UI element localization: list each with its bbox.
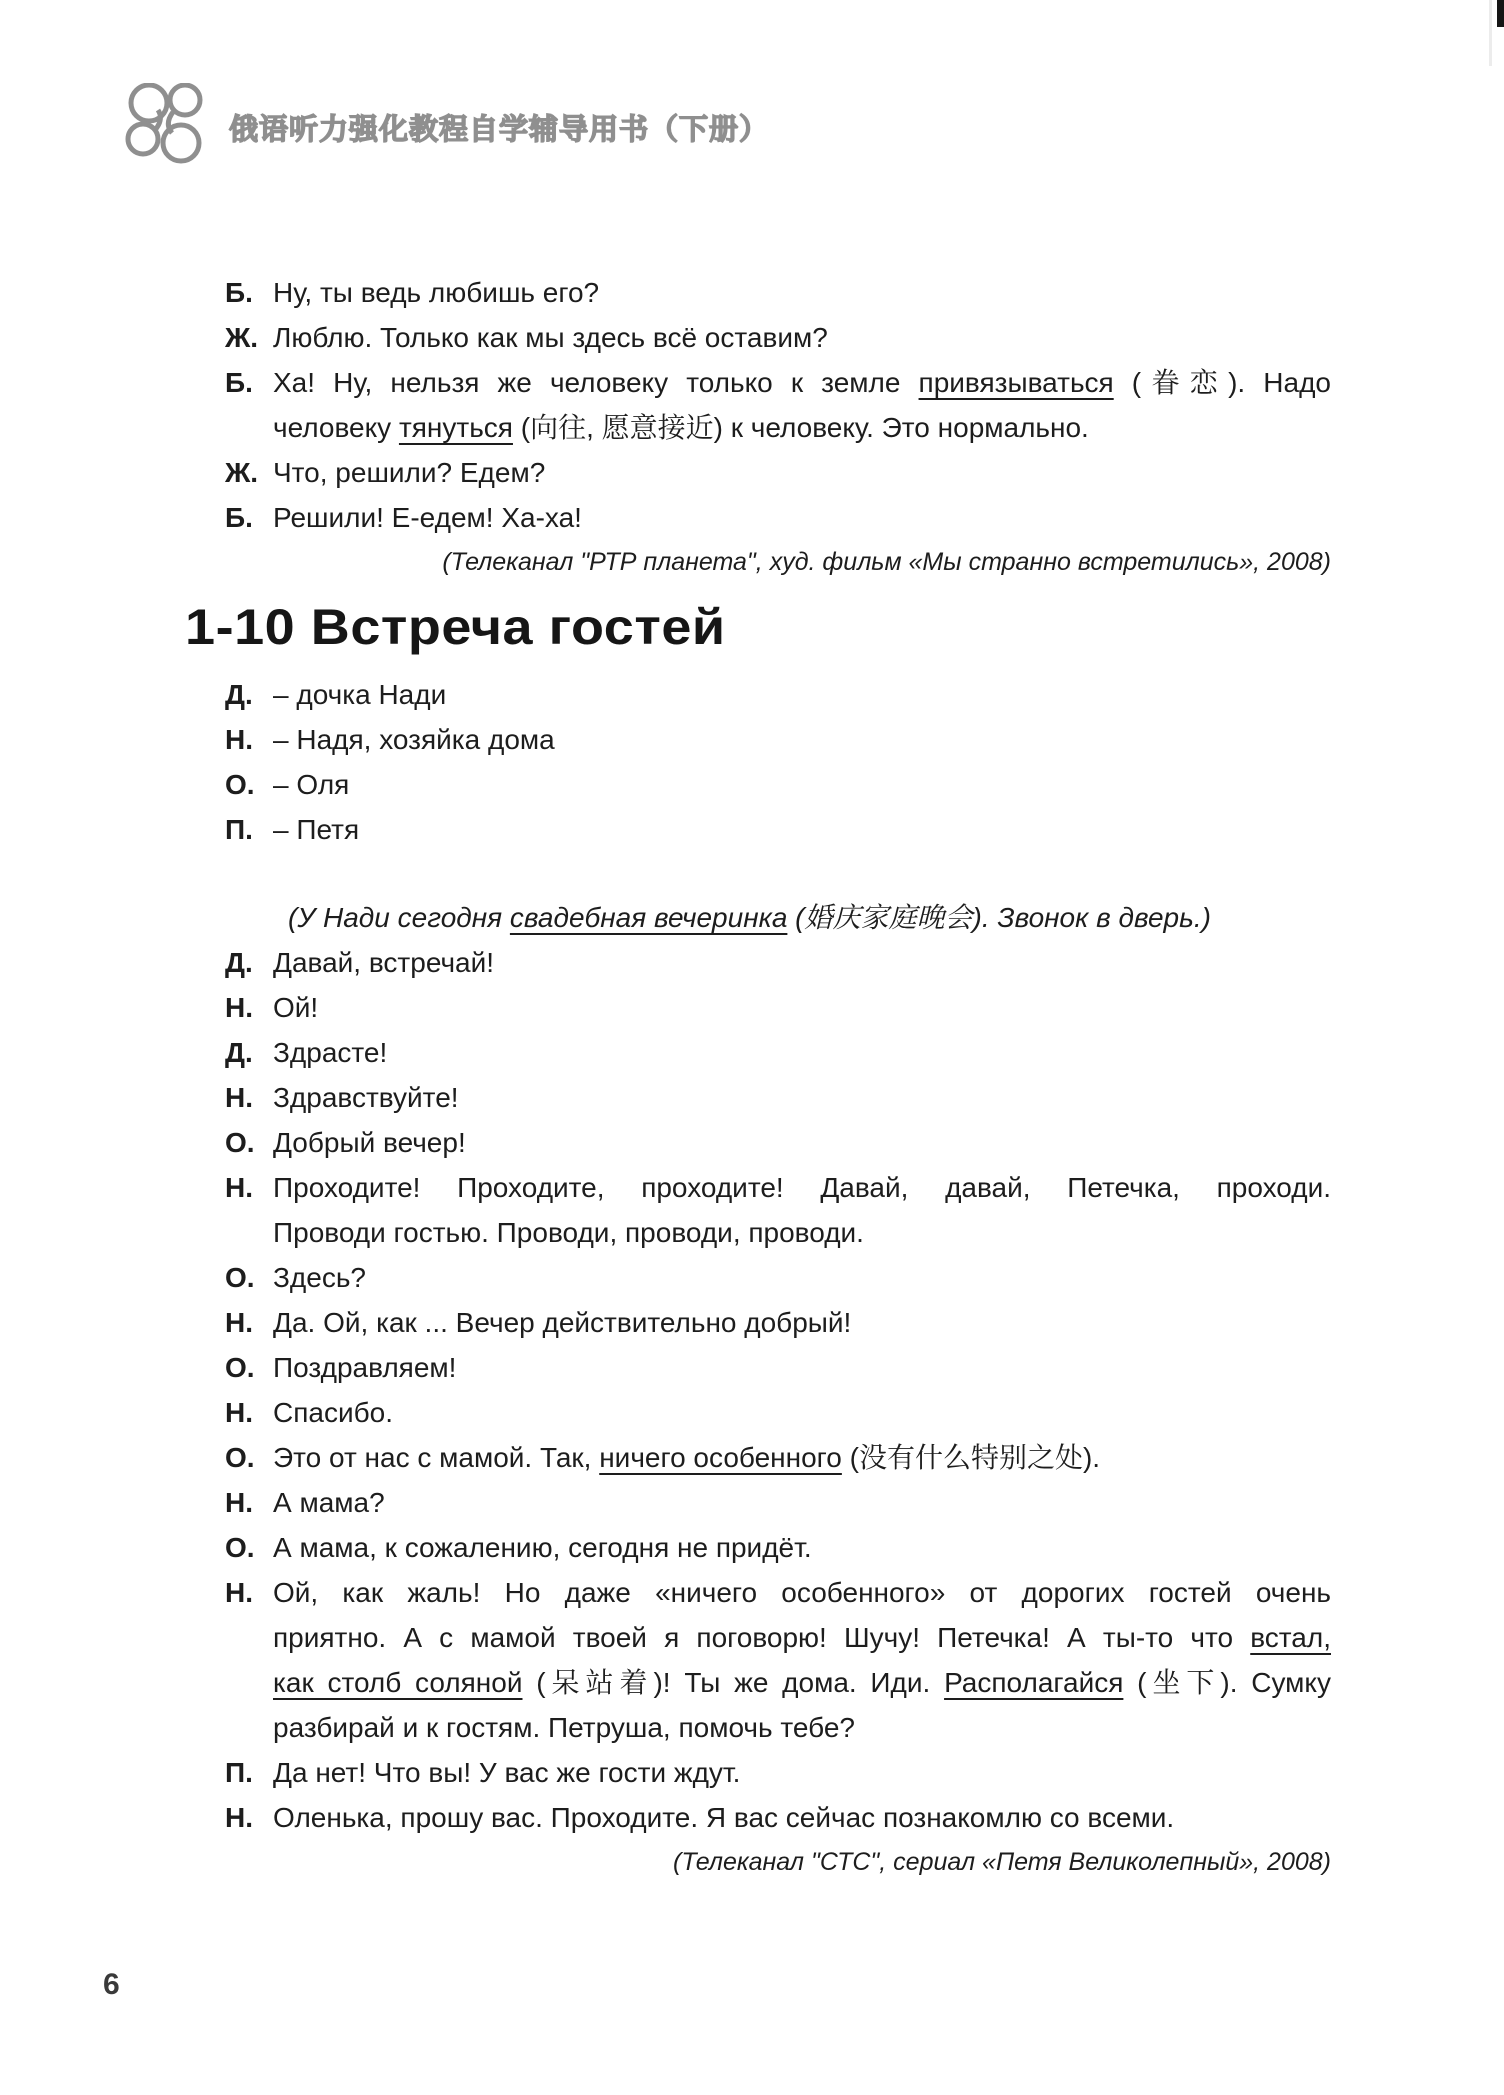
dialog-line [225,1795,1331,1840]
text-segment: – Надя, хозяйка дома [273,724,555,755]
text-row [273,1435,1331,1480]
dialog-text [273,940,1331,985]
text-row [273,717,1331,762]
dialog-text [273,1255,1331,1300]
character-list [225,672,1331,852]
text-row [273,1075,1331,1120]
text-row [273,1570,1331,1615]
dialog-text [273,315,1331,360]
text-row [273,405,1331,450]
page-number: 6 [103,1968,120,2001]
text-row [273,1480,1331,1525]
text-segment: (婚庆家庭晚会). Звонок в дверь.) [787,902,1211,933]
dialog-line [225,985,1331,1030]
text-row [273,1255,1331,1300]
section-heading: 1-10 Встреча гостей [185,599,726,655]
dialog-text [273,450,1331,495]
speaker-label: Б. [225,502,253,533]
text-segment: (向往, 愿意接近) к человеку. Это нормально. [512,412,1089,443]
speaker-label: Б. [225,367,253,398]
dialog-line [225,495,1331,540]
dialog-text [273,1300,1331,1345]
dialog-text [273,1165,1331,1255]
text-segment: – Оля [273,769,350,800]
dialog-text [273,1075,1331,1120]
speaker-label: Н. [225,1307,253,1338]
text-segment: Проходите! Проходите, проходите! Давай, давай, Петечка, проходи. [273,1172,1331,1203]
speaker-label: Н. [225,1487,253,1518]
dialog-text [273,1525,1331,1570]
text-row [273,940,1331,985]
text-row [273,1030,1331,1075]
text-row [273,1165,1331,1210]
text-row [273,1615,1331,1660]
speaker-label: Н. [225,1082,253,1113]
dialog-line [225,360,1331,450]
page-header [125,83,769,171]
publisher-logo-icon [125,83,205,171]
dialog-line [225,1255,1331,1300]
speaker-label: Д. [225,679,253,710]
text-segment: разбирай и к гостям. Петруша, помочь тебе? [273,1712,855,1743]
dialog-line [225,1030,1331,1075]
text-segment: приятно. А с мамой твоей я поговорю! Шучу! Петечка! А ты-то что [273,1622,1251,1653]
text-segment: (呆站着)! Ты же дома. Иди. [522,1667,945,1698]
dialog-line [225,807,1331,852]
dialog-text [273,360,1331,450]
dialog-text [273,985,1331,1030]
text-segment: (没有什么特别之处). [841,1442,1101,1473]
text-segment: Ха! Ну, нельзя же человеку только к земле [273,367,919,398]
text-row [273,1210,1331,1255]
dialog-line [225,450,1331,495]
speaker-label: Ж. [225,322,259,353]
dialog-text [273,1435,1331,1480]
speaker-label: Н. [225,724,253,755]
text-segment: – Петя [273,814,360,845]
text-segment: Решили! Е-едем! Ха-ха! [273,502,582,533]
text-segment: – дочка Нади [273,679,447,710]
dialog-line [225,672,1331,717]
dialog-text [273,717,1331,762]
text-segment: Добрый вечер! [273,1127,466,1158]
text-row [273,672,1331,717]
book-title: 俄语听力强化教程自学辅导用书（下册） [229,113,770,146]
speaker-label: П. [225,814,253,845]
dialog-line [225,1750,1331,1795]
text-row [273,450,1331,495]
dialog-text [273,1480,1331,1525]
page-content [185,270,1331,1885]
text-row [273,270,1331,315]
text-row [273,807,1331,852]
text-row [273,985,1331,1030]
speaker-label: Н. [225,1172,253,1203]
dialog-line [225,1345,1331,1390]
speaker-label: О. [225,1262,255,1293]
text-segment: Здрасте! [273,1037,388,1068]
dialog-line [225,1525,1331,1570]
text-segment: Здесь? [273,1262,366,1293]
speaker-label: П. [225,1757,253,1788]
dialog-line [225,1165,1331,1255]
speaker-label: Ж. [225,457,259,488]
text-row [273,1345,1331,1390]
text-row [273,1120,1331,1165]
text-segment: (坐下). Сумку [1123,1667,1331,1698]
text-segment: Да. Ой, как ... Вечер действительно добрый! [273,1307,852,1338]
dialog-text [273,672,1331,717]
text-row [273,1390,1331,1435]
dialog-line [225,1435,1331,1480]
speaker-label: О. [225,1352,255,1383]
text-segment: Да нет! Что вы! У вас же гости ждут. [273,1757,741,1788]
dialog-text [273,1795,1331,1840]
speaker-label: О. [225,1127,255,1158]
speaker-label: Н. [225,1397,253,1428]
text-segment: (У Нади сегодня [288,902,510,933]
text-segment: Что, решили? Едем? [273,457,546,488]
underlined-phrase: привязываться [918,367,1114,398]
text-segment: А мама? [273,1487,385,1518]
underlined-phrase: ничего особенного [599,1442,842,1473]
dialog-line [225,1120,1331,1165]
dialog-line [225,1570,1331,1750]
text-row [273,762,1331,807]
speaker-label: Н. [225,992,253,1023]
text-row [273,1750,1331,1795]
text-segment: Ой! [273,992,319,1023]
dialog-text [273,1570,1331,1750]
speaker-label: О. [225,1442,255,1473]
dialog-text [273,1030,1331,1075]
underlined-phrase: как столб соляной [273,1667,523,1698]
text-segment: Поздравляем! [273,1352,457,1383]
speaker-label: Н. [225,1802,253,1833]
dialog-text [273,495,1331,540]
speaker-label: Н. [225,1577,253,1608]
text-segment: Давай, встречай! [273,947,495,978]
dialog-line [225,762,1331,807]
text-segment: Оленька, прошу вас. Проходите. Я вас сейчас познакомлю со всеми. [273,1802,1175,1833]
text-row [273,360,1331,405]
text-row [273,1300,1331,1345]
underlined-phrase: встал, [1250,1622,1331,1653]
text-segment: Ой, как жаль! Но даже «ничего особенного» от дорогих гостей очень [273,1577,1331,1608]
dialog-text [273,270,1331,315]
speaker-label: О. [225,769,255,800]
text-segment: Спасибо. [273,1397,393,1428]
text-row [273,1705,1331,1750]
scan-artifact-corner [1497,0,1504,27]
source-citation-1: (Телеканал "РТР планета", худ. фильм «Мы странно встретились», 2008) [442,548,1331,576]
underlined-phrase: тянуться [398,412,513,443]
text-segment: Ну, ты ведь любишь его? [273,277,600,308]
dialog-block-previous [225,270,1331,540]
text-row [273,315,1331,360]
stage-direction [225,895,1331,940]
dialog-line [225,940,1331,985]
scan-artifact-edge [1489,0,1492,66]
source-citation-2: (Телеканал "СТС", сериал «Петя Великолепный», 2008) [673,1848,1331,1876]
text-segment: (眷恋). Надо [1113,367,1331,398]
text-segment: Это от нас с мамой. Так, [273,1442,600,1473]
text-row [273,495,1331,540]
dialog-line [225,315,1331,360]
dialog-line [225,270,1331,315]
dialog-text [273,807,1331,852]
text-row [273,1795,1331,1840]
underlined-phrase: Располагайся [944,1667,1124,1698]
text-segment: А мама, к сожалению, сегодня не придёт. [273,1532,812,1563]
speaker-label: О. [225,1532,255,1563]
text-segment: Проводи гостью. Проводи, проводи, проводи. [273,1217,864,1248]
speaker-label: Д. [225,947,253,978]
text-row [273,1525,1331,1570]
dialog-line [225,717,1331,762]
dialog-line [225,1300,1331,1345]
dialog-text [273,1750,1331,1795]
dialog-block-main [225,940,1331,1840]
dialog-line [225,1390,1331,1435]
dialog-text [273,1390,1331,1435]
dialog-text [273,1120,1331,1165]
text-segment: человеку [273,412,399,443]
underlined-phrase: свадебная вечеринка [509,902,788,933]
text-row [273,1660,1331,1705]
dialog-text [273,762,1331,807]
dialog-line [225,1075,1331,1120]
dialog-text [273,1345,1331,1390]
dialog-line [225,1480,1331,1525]
text-segment: Люблю. Только как мы здесь всё оставим? [273,322,828,353]
speaker-label: Д. [225,1037,253,1068]
speaker-label: Б. [225,277,253,308]
text-segment: Здравствуйте! [273,1082,459,1113]
